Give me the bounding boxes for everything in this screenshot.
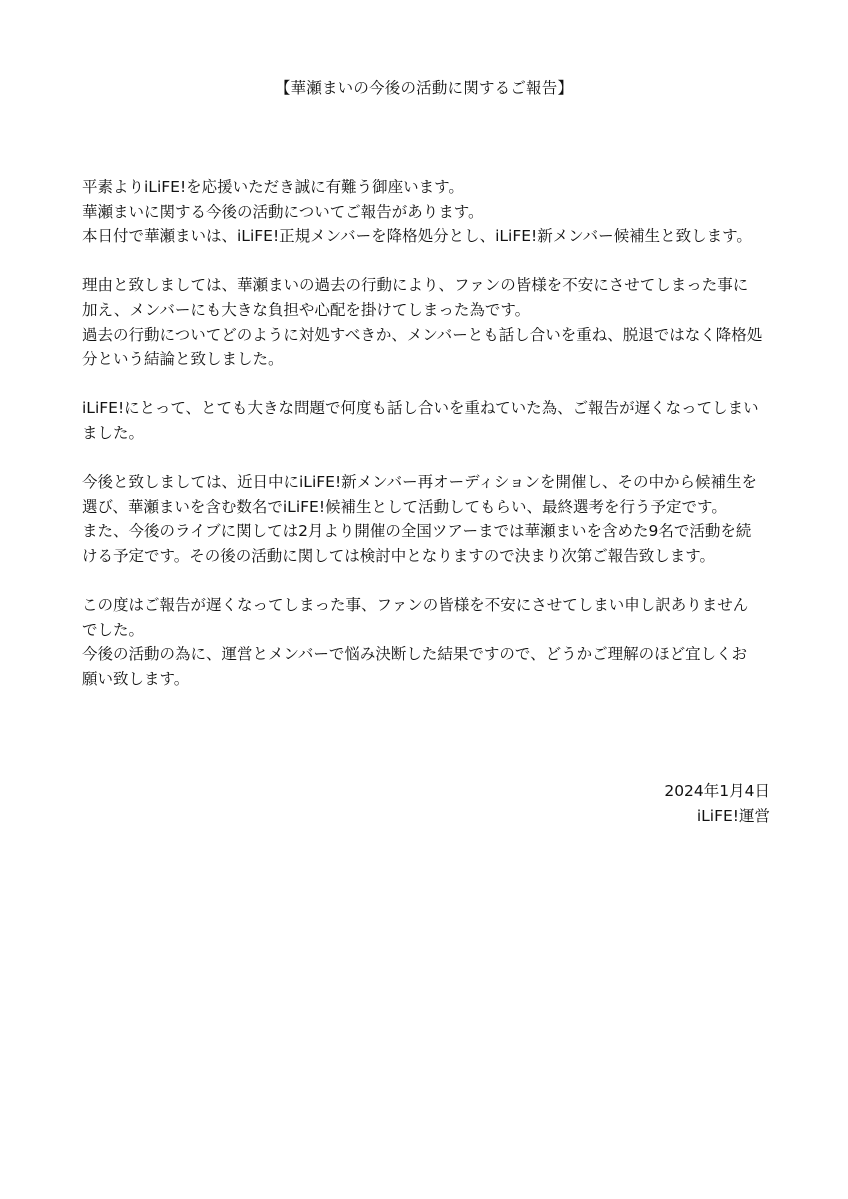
body-line: ました。 [82,423,145,442]
paragraph-delay [82,396,772,445]
document-body [82,175,772,716]
body-line: 華瀬まいに関する今後の活動についてご報告があります。 [82,202,484,221]
body-line: iLiFE!にとって、とても大きな問題で何度も話し合いを重ねていた為、ご報告が遅くなってしまい [82,399,759,418]
paragraph-plans [82,470,772,568]
body-line: 加え、メンバーにも大きな負担や心配を掛けてしまった為です。 [82,300,531,319]
body-line: 平素よりiLiFE!を応援いただき誠に有難う御座います。 [82,178,464,196]
body-line: この度はご報告が遅くなってしまった事、ファンの皆様を不安にさせてしまい申し訳ありません [82,596,749,615]
body-line: 過去の行動についてどのように対処すべきか、メンバーとも話し合いを重ね、脱退ではなく降格処 [82,325,763,344]
body-line: 本日付で華瀬まいは、iLiFE!正規メンバーを降格処分とし、iLiFE!新メンバー候補生と致します。 [82,227,752,246]
body-line: 分という結論と致しました。 [82,350,284,369]
document-title: 【華瀬まいの今後の活動に関するご報告】 [274,79,574,97]
body-line: 理由と致しましては、華瀬まいの過去の行動により、ファンの皆様を不安にさせてしまった事に [82,276,749,295]
body-line: また、今後のライブに関しては2月より開催の全国ツアーまでは華瀬まいを含めた9名で活動を続 [82,522,752,541]
body-line: 今後と致しましては、近日中にiLiFE!新メンバー再オーディションを開催し、その中から候補生を [82,473,758,492]
paragraph-apology [82,593,772,691]
body-line: 選び、華瀬まいを含む数名でiLiFE!候補生として活動してもらい、最終選考を行う予定です。 [82,497,727,516]
body-line: 今後の活動の為に、運営とメンバーで悩み決断した結果ですので、どうかご理解のほど宜しくお [82,645,748,664]
body-line: でした。 [82,620,145,639]
body-line: 願い致します。 [82,669,190,688]
body-line: ける予定です。その後の活動に関しては検討中となりますので決まり次第ご報告致します。 [82,546,716,565]
paragraph-greeting [82,175,772,249]
document-date: 2024年1月4日 [664,782,770,800]
paragraph-reason [82,273,772,371]
document-signature: iLiFE!運営 [696,807,770,825]
